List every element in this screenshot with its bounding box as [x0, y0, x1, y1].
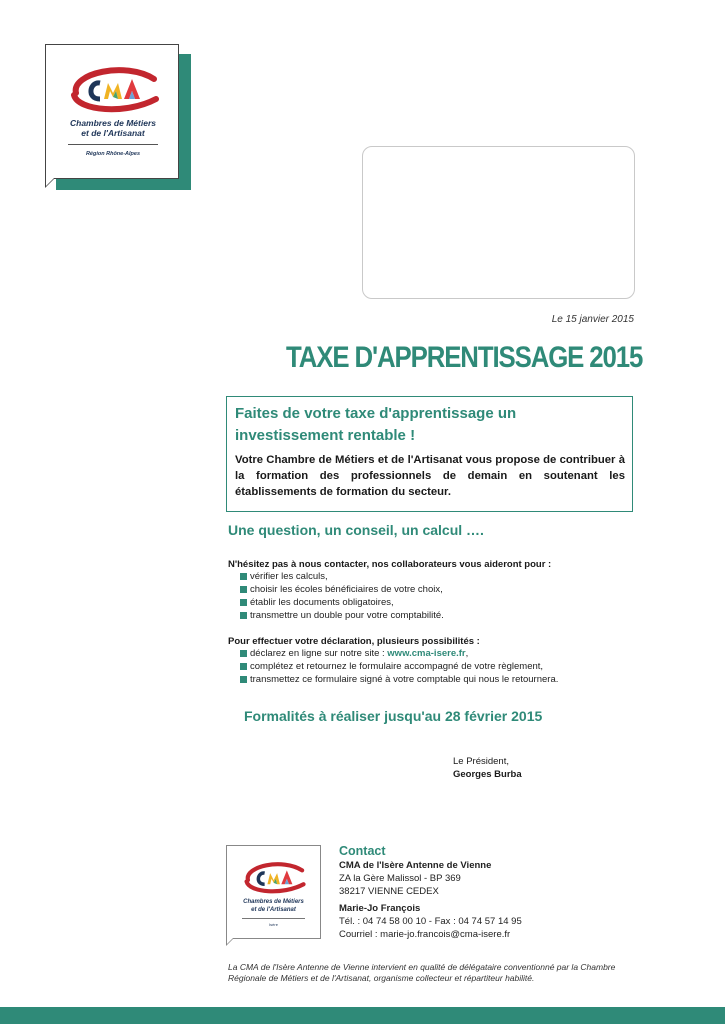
- help-item-text: établir les documents obligatoires,: [250, 597, 394, 608]
- signature-role: Le Président,: [453, 756, 509, 767]
- declaration-item-text: déclarez en ligne sur notre site :: [250, 648, 388, 659]
- list-item: [228, 660, 668, 673]
- bullet-square-icon: [240, 650, 247, 657]
- signature-name: Georges Burba: [453, 769, 522, 780]
- logo-divider: [68, 144, 158, 145]
- list-item: [228, 673, 668, 686]
- logo-name-line1: Chambres de Métiers: [70, 118, 156, 128]
- logo-region: Région Rhône-Alpes: [85, 151, 141, 157]
- cma-isere-logo: [226, 845, 321, 939]
- address-window: [362, 146, 635, 299]
- website-link[interactable]: www.cma-isere.fr: [387, 648, 466, 659]
- bullet-square-icon: [240, 663, 247, 670]
- small-logo-divider: [242, 918, 305, 919]
- small-logo-tail-inner: [227, 938, 233, 944]
- declaration-item-text: transmettez ce formulaire signé à votre comptable qui nous le retournera.: [250, 674, 559, 685]
- page-title: TAXE D'APPRENTISSAGE 2015: [286, 341, 643, 374]
- list-item: [228, 583, 648, 596]
- list-item: [228, 609, 648, 622]
- bullet-square-icon: [240, 599, 247, 606]
- contact-address-line2: 38217 VIENNE CEDEX: [339, 886, 439, 897]
- bullet-square-icon: [240, 586, 247, 593]
- question-heading: Une question, un conseil, un calcul ….: [228, 522, 484, 538]
- deadline-heading: Formalités à réaliser jusqu'au 28 février 2015: [244, 708, 543, 724]
- cma-small-logo-icon: [241, 860, 307, 896]
- help-item-text: vérifier les calculs,: [250, 571, 328, 582]
- contact-org: CMA de l'Isère Antenne de Vienne: [339, 860, 492, 871]
- bottom-bar: [0, 1007, 725, 1024]
- highlight-box: [226, 396, 633, 512]
- footer-note: La CMA de l'Isère Antenne de Vienne intervient en qualité de délégataire conventionné par la Chambre Régionale de Métiers et de l'Artisanat, organisme collecteur et répartiteur habilité.: [228, 962, 616, 983]
- help-section: [228, 559, 648, 622]
- declaration-item-text: complétez et retournez le formulaire accompagné de votre règlement,: [250, 661, 544, 672]
- declaration-list: [228, 647, 668, 686]
- letter-date: Le 15 janvier 2015: [551, 314, 634, 325]
- logo-tail-inner: [46, 178, 54, 186]
- signature: [453, 755, 522, 781]
- bullet-square-icon: [240, 612, 247, 619]
- contact-person: Marie-Jo François: [339, 903, 421, 914]
- contact-email[interactable]: Courriel : marie-jo.francois@cma-isere.fr: [339, 929, 511, 940]
- small-logo-name-line2: et de l'Artisanat: [251, 907, 296, 913]
- bullet-square-icon: [240, 573, 247, 580]
- contact-block: [339, 843, 522, 941]
- bullet-square-icon: [240, 676, 247, 683]
- list-item: [228, 647, 668, 660]
- declaration-item-suffix: ,: [465, 648, 469, 659]
- contact-title: Contact: [339, 844, 386, 858]
- help-item-text: transmettre un double pour votre comptabilité.: [250, 610, 444, 621]
- cma-logo-icon: [66, 65, 161, 115]
- declaration-section: [228, 636, 668, 686]
- cma-logo: [45, 44, 179, 179]
- list-item: [228, 596, 648, 609]
- contact-address-line1: ZA la Gère Malissol - BP 369: [339, 873, 461, 884]
- box-text: Votre Chambre de Métiers et de l'Artisanat vous propose de contribuer à la formation des professionnels de demain en soutenant les établissements de formation du secteur.: [235, 454, 625, 498]
- help-list: [228, 570, 648, 622]
- help-item-text: choisir les écoles bénéficiaires de votre choix,: [250, 584, 443, 595]
- box-heading: Faites de votre taxe d'apprentissage un investissement rentable !: [235, 405, 517, 444]
- small-logo-sub: Isère: [269, 922, 278, 927]
- list-item: [228, 570, 648, 583]
- declaration-intro: Pour effectuer votre déclaration, plusieurs possibilités :: [228, 636, 480, 647]
- contact-phone: Tél. : 04 74 58 00 10 - Fax : 04 74 57 14 95: [339, 916, 522, 927]
- small-logo-name-line1: Chambres de Métiers: [243, 899, 304, 905]
- logo-org-name: [46, 118, 180, 138]
- help-intro: N'hésitez pas à nous contacter, nos collaborateurs vous aideront pour :: [228, 559, 552, 570]
- logo-name-line2: et de l'Artisanat: [81, 128, 145, 138]
- small-logo-org-name: [227, 898, 320, 914]
